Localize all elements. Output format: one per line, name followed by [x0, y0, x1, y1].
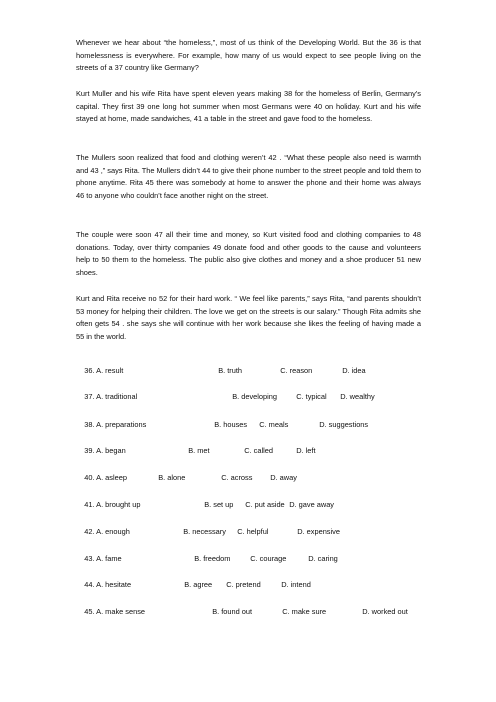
option-d: D. left [296, 446, 316, 455]
option-d: D. gave away [289, 500, 334, 509]
option-c: C. courage [250, 554, 287, 563]
option-c: C. called [244, 446, 273, 455]
question-44 [76, 570, 421, 600]
option-c: C. typical [296, 392, 327, 401]
option-a: 39. A. began [84, 446, 126, 455]
option-d: D. expensive [297, 527, 340, 536]
option-d: D. wealthy [340, 392, 375, 401]
option-a: 45. A. make sense [84, 607, 146, 616]
option-c: C. put aside [245, 500, 285, 509]
passage-paragraph-5: Kurt and Rita receive no 52 for their hard work. “ We feel like parents,” says Rita, “and parents shouldn’t 53 money for helping their children. The love we get on the streets is our salary.” Though Rita admits she often gets 54 . she says she will continue with her work because she likes the feeling of having made a 55 in the world. [76, 294, 424, 341]
option-d: D. worked out [362, 607, 408, 616]
option-c: C. make sure [282, 607, 327, 616]
option-b: B. agree [184, 580, 213, 589]
option-b: B. necessary [183, 527, 226, 536]
option-c: C. across [221, 473, 253, 482]
option-b: B. met [188, 446, 210, 455]
option-b: B. freedom [194, 554, 231, 563]
option-c: C. pretend [226, 580, 261, 589]
option-d: D. suggestions [319, 420, 369, 429]
option-d: D. intend [281, 580, 311, 589]
passage-paragraph-4: The couple were soon 47 all their time and money, so Kurt visited food and clothing companies to 48 donations. Today, over thirty companies 49 donate food and other goods to the cause and volunteers help to 50 them to the homeless. The public also give clothes and money and a shoe producer 51 new shoes. [76, 230, 424, 277]
option-b: B. found out [212, 607, 253, 616]
option-a: 44. A. hesitate [84, 580, 132, 589]
option-b: B. truth [218, 366, 243, 375]
question-42 [76, 517, 421, 547]
option-a: 40. A. asleep [84, 473, 127, 482]
option-a: 38. A. preparations [84, 420, 147, 429]
option-d: D. idea [342, 366, 366, 375]
option-a: 43. A. fame [84, 554, 122, 563]
question-37 [76, 382, 421, 412]
option-b: B. houses [214, 420, 248, 429]
question-39 [76, 436, 421, 466]
passage-paragraph-3: The Mullers soon realized that food and clothing weren’t 42 . “What these people also need is warmth and 43 ,” says Rita. The Mullers didn’t 44 to give their phone number to the street people and told them to phone anytime. Rita 45 there was somebody at home to answer the phone and their home was always 46 to anyone who couldn’t face another night on the street. [76, 153, 424, 200]
passage-paragraph-1: Whenever we hear about “the homeless,”, most of us think of the Developing World. But the 36 is that homelessness is everywhere. For example, how many of us would expect to see people living on the streets of a 37 country like Germany? [76, 38, 424, 73]
question-41 [76, 490, 421, 520]
option-a: 41. A. brought up [84, 500, 141, 509]
question-45 [76, 597, 421, 627]
option-c: C. reason [280, 366, 313, 375]
option-d: D. away [270, 473, 297, 482]
option-b: B. developing [232, 392, 278, 401]
option-b: B. alone [158, 473, 186, 482]
option-c: C. meals [259, 420, 289, 429]
option-c: C. helpful [237, 527, 269, 536]
option-b: B. set up [204, 500, 234, 509]
option-a: 37. A. traditional [84, 392, 138, 401]
option-d: D. caring [308, 554, 338, 563]
passage-paragraph-2: Kurt Muller and his wife Rita have spent eleven years making 38 for the homeless of Berlin, Germany’s capital. They first 39 one long hot summer when most Germans were 40 on holiday. Kurt and his wife stayed at home, made sandwiches, 41 a table in the street and gave food to the homeless. [76, 89, 424, 124]
question-40 [76, 463, 421, 493]
option-a: 36. A. result [84, 366, 124, 375]
option-a: 42. A. enough [84, 527, 130, 536]
